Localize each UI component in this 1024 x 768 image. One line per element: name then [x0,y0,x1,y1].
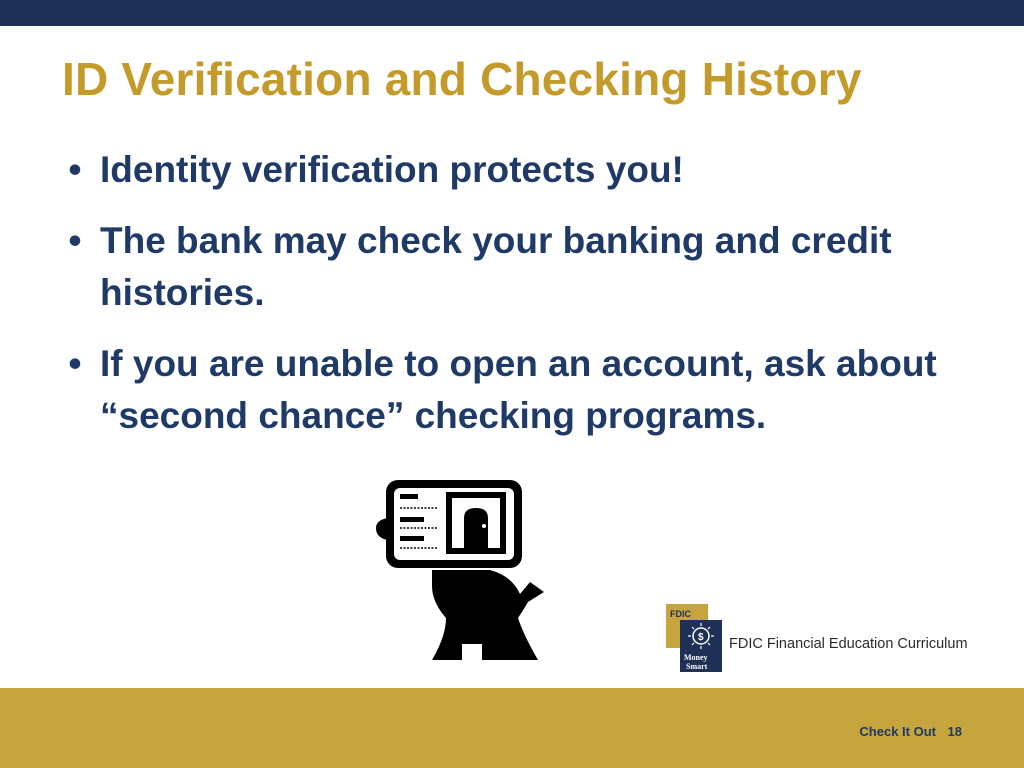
bullet-item [60,215,960,319]
bullet-text: Identity verification protects you! [100,149,684,190]
bullet-marker: • [68,149,82,190]
bullet-text: If you are unable to open an account, ask about “second chance” checking programs. [100,343,937,436]
curriculum-label: FDIC Financial Education Curriculum [729,636,968,652]
bullet-marker: • [68,343,82,384]
fdic-logo-text: FDIC [670,609,691,619]
bullet-item [60,144,960,196]
page-number: 18 [947,724,962,739]
slide-title: ID Verification and Checking History [62,53,862,105]
footer-section-label: Check It Out [859,724,936,739]
id-card-person-illustration [372,476,552,662]
bullet-text: The bank may check your banking and credit histories. [100,220,892,313]
footer-bar [0,688,1024,768]
fdic-money-smart-logo [666,604,724,672]
svg-text:$: $ [698,632,704,643]
bullet-marker: • [68,220,82,261]
top-banner [0,0,1024,26]
bullet-list [60,144,960,461]
bullet-item [60,338,960,442]
logo-money-text: Money [684,653,708,662]
logo-smart-text: Smart [686,662,708,671]
